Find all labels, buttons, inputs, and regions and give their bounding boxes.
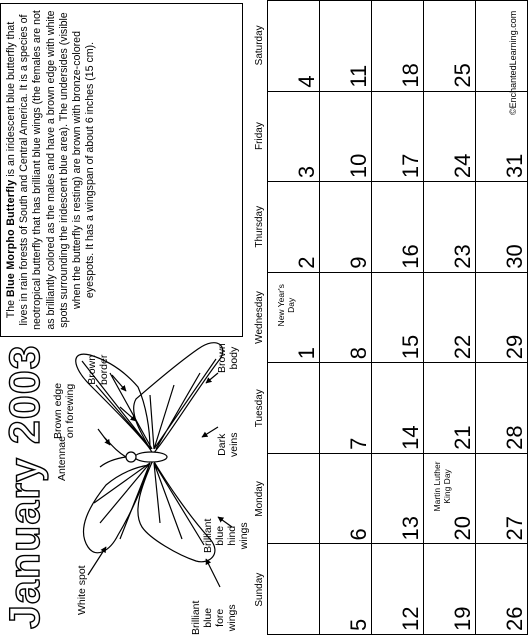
day-cell bbox=[268, 91, 320, 182]
description-box bbox=[0, 3, 243, 337]
day-cell bbox=[476, 272, 528, 363]
head bbox=[126, 452, 136, 462]
day-number: 5 bbox=[346, 618, 371, 631]
day-cell bbox=[268, 362, 320, 453]
day-cell bbox=[476, 543, 528, 634]
butterfly-diagram bbox=[50, 337, 255, 635]
weekday-tuesday: Tuesday bbox=[254, 389, 265, 428]
day-number: 23 bbox=[450, 244, 475, 269]
day-number: 15 bbox=[398, 334, 423, 360]
day-number: 31 bbox=[502, 153, 527, 179]
day-cell bbox=[372, 181, 424, 272]
description-intro: The bbox=[5, 297, 17, 319]
day-number: 12 bbox=[398, 606, 423, 631]
weekday-wednesday: Wednesday bbox=[254, 291, 265, 344]
weekday-monday: Monday bbox=[254, 481, 265, 517]
day-number: 27 bbox=[502, 515, 527, 541]
day-number: 7 bbox=[346, 437, 371, 450]
day-cell bbox=[424, 0, 476, 91]
label-brilliant-fore: Brilliant blue fore wings bbox=[190, 600, 238, 635]
day-number: 10 bbox=[346, 153, 371, 179]
day-cell bbox=[320, 543, 372, 634]
month-calendar bbox=[253, 0, 528, 635]
day-cell bbox=[424, 181, 476, 272]
day-number: 19 bbox=[450, 606, 475, 631]
weekday-friday: Friday bbox=[254, 122, 265, 150]
day-cell bbox=[320, 91, 372, 182]
day-number: 11 bbox=[346, 64, 371, 88]
day-cell bbox=[320, 181, 372, 272]
day-number: 18 bbox=[398, 63, 423, 88]
weekday-header bbox=[253, 0, 267, 635]
day-cell bbox=[424, 543, 476, 634]
day-number: 9 bbox=[346, 256, 371, 269]
species-name: Blue Morpho Butterfly bbox=[5, 179, 17, 298]
day-cell bbox=[268, 543, 320, 634]
day-cell bbox=[268, 181, 320, 272]
day-number: 26 bbox=[502, 606, 527, 631]
day-cell bbox=[476, 181, 528, 272]
day-number: 28 bbox=[502, 425, 527, 450]
label-antennae: Antennae bbox=[56, 436, 68, 481]
day-number: 14 bbox=[398, 425, 423, 450]
day-cell bbox=[372, 543, 424, 634]
day-cell bbox=[320, 362, 372, 453]
day-number: 20 bbox=[450, 515, 475, 541]
day-cell bbox=[476, 91, 528, 182]
day-number: 29 bbox=[502, 334, 527, 360]
day-cell bbox=[476, 453, 528, 544]
description-body: is an iridescent blue butterfly that lives in rain forests of South and Central America. It is a species of neotropical butterfly that has brilliant blue wings (the females are not as brilliantly colored as the males and have a brown edge with white spots surrounding the iridescent blue area). The undersides (visible when the butterfly is resting) are brown with bronze-colored eyespots. It has a wingspan of about 6 inches (15 cm). bbox=[5, 10, 97, 330]
calendar-grid bbox=[267, 0, 528, 635]
day-number: 24 bbox=[450, 153, 475, 179]
day-cell bbox=[268, 0, 320, 91]
copyright: ©EnchantedLearning.com bbox=[508, 10, 518, 115]
day-number: 16 bbox=[398, 244, 423, 269]
day-cell bbox=[424, 362, 476, 453]
day-cell bbox=[320, 0, 372, 91]
day-number: 3 bbox=[294, 165, 319, 179]
label-dark-veins: Dark veins bbox=[216, 432, 240, 457]
day-cell bbox=[372, 453, 424, 544]
day-cell bbox=[320, 272, 372, 363]
day-cell bbox=[372, 91, 424, 182]
weekday-saturday: Saturday bbox=[254, 25, 265, 66]
day-cell bbox=[372, 272, 424, 363]
day-number: 2 bbox=[294, 256, 319, 269]
day-cell bbox=[424, 272, 476, 363]
day-cell bbox=[424, 453, 476, 544]
label-brown-border: Brown border bbox=[86, 354, 110, 385]
label-brilliant-hind: Brilliant blue hind wings bbox=[202, 518, 250, 553]
day-cell bbox=[476, 362, 528, 453]
day-number: 13 bbox=[398, 515, 423, 541]
day-number: 30 bbox=[502, 244, 527, 269]
day-cell bbox=[372, 0, 424, 91]
day-cell bbox=[268, 272, 320, 363]
page-title: January 2003 bbox=[1, 344, 49, 629]
hindwing-lower bbox=[83, 465, 149, 553]
weekday-thursday: Thursday bbox=[254, 205, 265, 248]
day-number: 17 bbox=[398, 153, 423, 179]
weekday-sunday: Sunday bbox=[254, 572, 265, 607]
day-number: 6 bbox=[346, 528, 371, 541]
label-white-spot: White spot bbox=[76, 565, 88, 615]
day-number: 8 bbox=[346, 347, 371, 360]
day-number: 22 bbox=[450, 334, 475, 360]
day-number: 25 bbox=[450, 63, 475, 88]
day-cell bbox=[476, 0, 528, 91]
day-number: 4 bbox=[294, 75, 319, 88]
forewing-right bbox=[134, 343, 223, 454]
holiday-note: New Year's Day bbox=[276, 284, 296, 327]
day-cell bbox=[424, 91, 476, 182]
label-brown-edge: Brown edge on forewing bbox=[52, 382, 76, 439]
body bbox=[135, 452, 167, 462]
day-cell bbox=[372, 362, 424, 453]
day-cell bbox=[320, 453, 372, 544]
holiday-note: Martin Luther King Day bbox=[432, 461, 452, 512]
label-brown-body: Brown body bbox=[216, 343, 240, 373]
day-number: 21 bbox=[450, 425, 475, 450]
day-number: 1 bbox=[294, 347, 319, 360]
day-cell bbox=[268, 453, 320, 544]
